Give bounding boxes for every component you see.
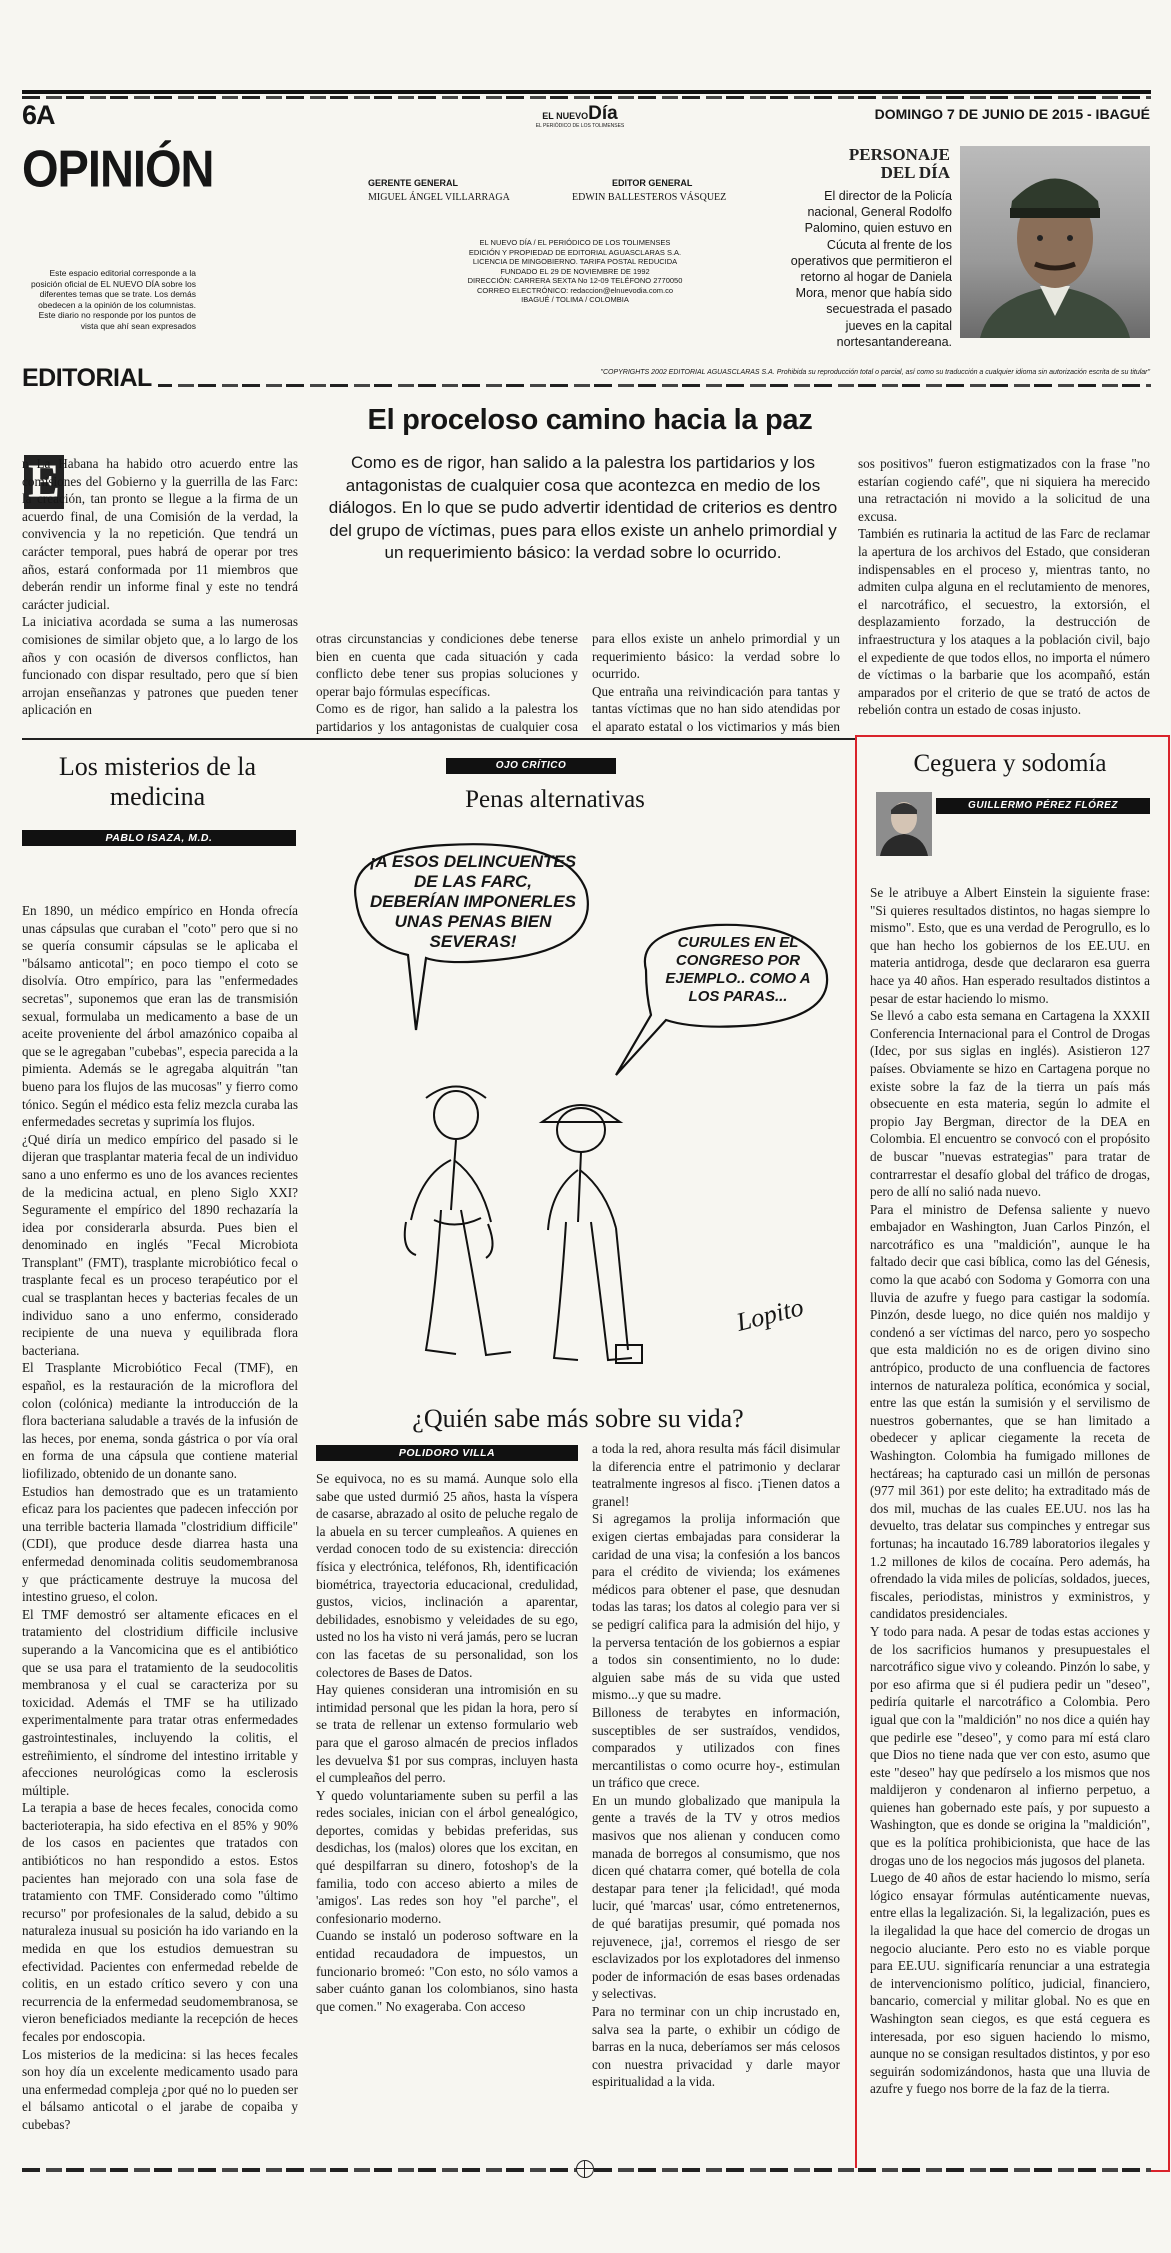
issue-date	[860, 106, 1150, 122]
cartoon-title: Penas alternativas	[465, 786, 645, 813]
bubble-1-text: ¡A ESOS DELINCUENTES DE LAS FARC, DEBERÍAN IMPONERLES UNAS PENAS BIEN SEVERAS!	[369, 852, 577, 951]
editorial-col-1-text: n La Habana ha habido otro acuerdo entre las comisiones del Gobierno y la guerrilla de las Farc: la creación, tan pronto se llegue a la firma de un acuerdo final, de una Comisión de la verdad, la convivencia y la no repetición. Que tendrá un carácter temporal, pues habrá de operar por tres años, estará conformada por 11 miembros que deberán rendir un informe final y este no tendrá carácter judicial. La iniciativa acordada se suma a las numerosas comisiones de similar objeto que, a lo largo de los años y con ocasión de diversos conflictos, han funcionado con dispar resultado, pero que sí bien arrojan enseñanzas y patrones que pueden tener aplicación en	[22, 456, 298, 718]
copyright: "COPYRIGHTS 2002 EDITORIAL AGUASCLARAS S.A. Prohibida su reproducción total o parcial, así como su traducción a cualquier idioma sin autorización escrita de su titular"	[600, 369, 1150, 376]
personaje-label-2: DEL DÍA	[880, 163, 950, 182]
misterios-text	[22, 902, 298, 2152]
editorial-deck: Como es de rigor, han salido a la palestra los partidarios y los antagonistas de cualquier cosa que acontezca en medio de los diálogos. En lo que se pudo advertir identidad de criterios es dentro del grupo de víctimas, pues para ellos existe un anhelo primordial y un requerimiento básico: la verdad sobre lo ocurrido.	[328, 453, 838, 562]
page-number: 6A	[22, 100, 55, 130]
date-weekday: DOMINGO	[874, 106, 944, 122]
editorial-col-3	[592, 630, 840, 735]
cartoon	[316, 830, 840, 1390]
logo-big: Día	[588, 103, 618, 124]
ojo-critico-tag: OJO CRÍTICO	[446, 758, 616, 774]
misterios-title: Los misterios de la medicina	[58, 752, 257, 811]
personaje-label-1: PERSONAJE	[848, 145, 950, 164]
misterios-text-body: En 1890, un médico empírico en Honda ofrecía unas cápsulas que curaban el "coto" pero que si no se quería consumir cápsulas se le aplicaba el "bálsamo anticotal"; en poco tiempo el coto se disolvía. Otro empírico, para las "enfermedades secretas", suponemos que eran las de transmisión sexual, formulaba un medicamento a base de un aceite proveniente del árbol amazónico copaiba al que se le agregaban "cubebas", especia parecida a la pimienta. Además se le agregaba alquitrán "tan bueno para los flujos de las mucosas" y fierro como tónico. Según el médico esta feliz mezcla curaba las enfermedades secretas y suprimía los flujos. ¿Qué diría un medico empírico del pasado si le dijeran que trasplantar materia fecal de un individuo sano a uno enfermo es uno de los avances recientes de la medicina actual, en pleno Siglo XXI? Seguramente el empírico del 1890 rechazaría la idea por considerarla absurda. Pues bien el denominado en inglés "Fecal Microbiota Transplant" (FMT), trasplante microbiótico fecal o trasplante fecal es un proceso terapéutico por el cual se trasplantan heces y bacterias fecales de un individuo sano a uno enfermo, considerado recipiente de una nueva y equilibrada flora bacteriana. El Trasplante Microbiótico Fecal (TMF), en español, es la restauración de la microflora del colon (colónica) mediante la introducción de la flora bacteriana saludable a través de la infusión de las heces, por enema, sonda gástrica o por vía oral en forma de una cápsula que contiene material liofilizado, obtenido de un donante sano. Estudios han demostrado que es un tratamiento eficaz para los pacientes que padecen infección por una terrible bacteria llamada "clostridium difficile" (CDI), que produce desde diarrea hasta una enfermedad denominada colitis seudomembranosa y que prácticamente destruye la mucosa del intestino grueso, el colon. El TMF demostró ser altamente eficaces en el tratamiento del clostridium difficile inclusive superando a la Vancomicina que es el antibiótico que se usa para el tratamiento de la seudocolitis membranosa y el cual se caracteriza por su toxicidad. Además el TMF se ha utilizado experimentalmente para tratar otras enfermedades gastrointestinales, incluyendo la colitis, el estreñimiento, el síndrome del intestino irritable y afecciones neurológicas como la esclerosis múltiple. La terapia a base de heces fecales, conocida como bacterioterapia, ha sido efectiva en el 85% y 90% de los casos en pacientes que tratados con antibióticos no han respondido a estos. Estos pacientes han mejorado con una sola fase de tratamiento con TMF. Considerado como "último recurso" por profesionales de la salud, debido a su naturaleza inusual su posición ha ido variando en la medida en que los estudios demuestran su efectividad. Pacientes con enfermedad rebelde de colitis, en un estado crítico severo y con una recurrencia de la enfermedad seudomembranosa, se vieron beneficiados mediante la recepción de heces fecales por endoscopia. Los misterios de la medicina: si las heces fecales son hoy día un excelente medicamento usado para una enfermedad compleja ¿por qué no lo pueden ser el bálsamo anticotal o el jarabe de copaiba y cubebas?	[22, 903, 298, 2132]
editorial-col-4	[858, 455, 1150, 733]
quien-col-2-text: a toda la red, ahora resulta más fácil disimular la diferencia entre el patrimonio y declarar teatralmente ingresos al fisco. ¡Tienen datos a granel! Si agregamos la prolija información que exigen ciertas embajadas para considerar la caridad de una visa; la confesión a los bancos para el crédito de vivienda; los exámenes médicos para obtener el pase, que desnudan todas las taras; los datos al colegio para ver si se pedigrí califica para la admisión del hijo, y la perversa tentación de los gobiernos a espiar a todos sin consentimiento, no lo dude: alguien sabe más de su vida que usted mismo...y que su madre. Billoness de terabytes en información, susceptibles de ser sustraídos, vendidos, comparados y utilizados con fines mercantilistas o como ocurre hoy-, estimulan un tráfico que crece. En un mundo globalizado que manipula la gente a través de la TV y otros medios masivos que nos alienan y conducen como manada de borregos al consumismo, que nos dicen qué chatarra comer, qué botella de cola destapar para tener ¡la felicidad!, qué moda lucir, qué 'marcas' usar, cómo entretenernos, de qué baratijas presumir, qué pomada nos rejuvenece, ¡ja!, corremos el riesgo de ser esclavizados por los explotadores del inmenso poder de información de esas bases ordenadas y selectivas. Para no terminar con un chip incrustado en, salva sea la parte, o exhibir un código de barras en la nuca, deberíamos ser más celosos con nuestra privacidad y darle mayor espiritualidad a la vida.	[592, 1441, 840, 2090]
gerente-label: GERENTE GENERAL	[368, 178, 459, 188]
dropcap-letter: E	[27, 455, 60, 508]
bubble-2-text: CURULES EN EL CONGRESO POR EJEMPLO.. COMO A LOS PARAS...	[665, 934, 811, 1005]
top-stripe	[22, 96, 1151, 99]
personaje-label	[820, 146, 950, 182]
editor-label: EDITOR GENERAL	[612, 178, 693, 188]
ceguera-author-photo	[876, 792, 932, 856]
editorial-bottom-rule	[22, 738, 857, 740]
editorial-col-2-text: otras circunstancias y condiciones debe tenerse bien en cuenta que cada situación y cada conflicto debe tener sus propias soluciones y operar bajo fórmulas específicas. Como es de rigor, han salido a la palestra los partidarios y los antagonistas de cualquier cosa	[316, 631, 578, 734]
editorial-col-3-text: para ellos existe un anhelo primordial y un requerimiento básico: la verdad sobre lo ocurrido. Que entraña una reivindicación para tantas y tantas víctimas que no han sido atendidas por el aparato estatal o los victimarios y más bien	[592, 631, 840, 734]
quien-col-2	[592, 1440, 840, 2160]
logo-tagline: EL PERIÓDICO DE LOS TOLIMENSES	[535, 123, 625, 129]
cartoon-figure-left	[405, 1087, 511, 1356]
logo-small: EL NUEVO	[542, 111, 589, 121]
quien-title: ¿Quién sabe más sobre su vida?	[412, 1404, 744, 1433]
imprint: EL NUEVO DÍA / EL PERIÓDICO DE LOS TOLIMENSES EDICIÓN Y PROPIEDAD DE EDITORIAL AGUASCLARAS S.A. LICENCIA DE MINGOBIERNO. TARIFA POSTAL REDUCIDA FUNDADO EL 29 DE NOVIEMBRE DE 1992 DIRECCIÓN: CARRERA SEXTA No 12-09 TELÉFONO 2770050 CORREO ELECTRÓNICO: redaccion@elnuevodia.com.co IBAGUÉ / TOLIMA / COLOMBIA	[467, 238, 683, 304]
masthead-logo	[520, 103, 640, 129]
quien-author: POLIDORO VILLA	[316, 1445, 578, 1461]
ceguera-author: GUILLERMO PÉREZ FLÓREZ	[936, 798, 1150, 814]
ceguera-text-body: Se le atribuye a Albert Einstein la siguiente frase: "Si quieres resultados distintos, no hagas siempre lo mismo". Esto, que es una verdad de Perogrullo, es lo que han hecho los gobiernos de los EE.UU. en materia antidroga, desde que declararon esa guerra hace ya 40 años. Han esperado resultados distintos a pesar de estar haciendo lo mismo. Se llevó a cabo esta semana en Cartagena la XXXII Conferencia Internacional para el Control de Drogas (Idec, por sus siglas en inglés). Asistieron 127 países. Obviamente se hizo en Cartagena porque no existe sobre la faz de la tierra un país más obsecuente en esta materia, según lo admite el propio Jay Bergman, director de la DEA en Colombia. El encuentro se convocó con el propósito de buscar "nuevas estrategias" para tratar de contrarrestar el desafío global del tráfico de drogas, pero de allí no salió nada nuevo. Para el ministro de Defensa saliente y nuevo embajador en Washington, Juan Carlos Pinzón, el narcotráfico es una "maldición", aunque le ha faltado decir que casi bíblica, como las del Génesis, como la que acabó con Sodoma y Gomorra con una lluvia de azufre y fuego para castigar la sodomía. Pinzón, desde luego, no dice quién nos maldijo y condenó a ser víctimas del narco, pero yo sospecho que esta maldición no es de origen divino sino antrópico, producto de una confluencia de factores internos de naturaleza política, económica y social, entre las que están la sumisión y el servilismo de nuestros gobernantes, que se han limitado a obedecer y aplicar ciegamente la receta de Washington. Colombia ha fumigado millones de hectáreas; ha capturado casi un millón de personas (977 mil 361) por este delito; ha extraditado más de dos mil, muchas de las cuales EE.UU. nos las ha devuelto, tras delatar sus compinches y entregar sus fortunas; ha incautado 16.789 laboratorios ilegales y 1.2 millones de kilos de cocaína. Pero además, ha ofrendado la vida miles de policías, soldados, jueces, fiscales, periodistas, ministros y exministros, y candidatos presidenciales. Y todo para nada. A pesar de todas estas acciones y de los sacrificios humanos y presupuestales el narcotráfico sigue vivo y coleando. Pinzón lo sabe, y por eso afirma que si él pudiera pedir un "deseo", pediría quitarle el narcotráfico a Colombia. Pero igual que con la "maldición" no nos dice a quién hay que pedirle ese "deseo", y como para mí está claro que Dios no tiene nada que ver con esto, asumo que este "deseo" hay que pedírselo a los mismos que nos maldijeron y condenaron al infierno perpetuo, a quienes han gobernado este país, y por supuesto a Washington, que es donde se origina la "maldición", que es la política prohibicionista, que hace de las drogas uno de los negocios más jugosos del planeta. Luego de 40 años de estar haciendo lo mismo, sería lógico ensayar fórmulas auténticamente nuevas, entre ellas la legalización. Si, la legalización, pues es la ilegalidad la que hace del comercio de drogas un negocio aluciante. Pero esto no es viable porque para EE.UU. significaría renunciar a una estrategia de intervencionismo político, judicial, financiero, bancario, comercial y militar global. No es que en Washington sean ciegos, es que está ceguera es interesada, por eso siguen haciendo lo mismo, aunque no se consigan resultados distintos, y por eso seguirán sodomizándonos, hasta que una lluvia de azufre y fuego nos borre de la faz de la tierra.	[870, 885, 1150, 2097]
cartoon-signature-text: Lopito	[733, 1292, 807, 1337]
editorial-stripe	[22, 384, 1151, 387]
date-rest: 7 DE JUNIO DE 2015 - IBAGUÉ	[946, 106, 1150, 122]
editor-name: EDWIN BALLESTEROS VÁSQUEZ	[572, 192, 727, 203]
misterios-author: PABLO ISAZA, M.D.	[22, 830, 296, 846]
registration-mark-icon	[576, 2160, 594, 2178]
top-rule	[22, 90, 1151, 94]
editorial-col-2	[316, 630, 578, 735]
editorial-tag: EDITORIAL	[22, 364, 158, 393]
gerente-name: MIGUEL ÁNGEL VILLARRAGA	[368, 192, 510, 203]
editorial-disclaimer: Este espacio editorial corresponde a la posición oficial de EL NUEVO DÍA sobre los diferentes temas que se trate. Los demás obedecen a la opinión de los columnistas. Este diario no responde por los puntos de vista que ahí sean expresados	[30, 268, 196, 331]
cartoon-figure-right	[542, 1105, 642, 1363]
ceguera-text	[870, 884, 1150, 2160]
section-title: OPINIÓN	[22, 139, 214, 198]
quien-col-1	[316, 1470, 578, 2160]
editorial-col-1	[22, 455, 298, 733]
quien-col-1-text: Se equivoca, no es su mamá. Aunque solo ella sabe que usted durmió 25 años, hasta la víspera de casarse, abrazado al osito de peluche regalo de la abuela en su tercer cumpleaños. A quienes en verdad conocen todo de su existencia: dirección física y electrónica, teléfonos, Rh, identificación biométrica, trayectoria educacional, credulidad, gustos, vicios, inclinación a aparentar, debilidades, esnobismo y veleidades de su ego, usted no los ha visto ni verá jamás, pero se lucran con las facetas de su personalidad, son los colectores de Bases de Datos. Hay quienes consideran una intromisión en su intimidad personal que les pidan la hora, pero sí se trata de rellenar un extenso formulario web para que el garoso almacén de precios inflados les devuelva $1 por sus compras, incluyen hasta el cumpleaños del perro. Y quedo voluntariamente suben su perfil a las redes sociales, inician con el árbol genealógico, deportes, comidas y bebidas preferidas, sus desdichas, los (malos) olores que los excitan, en qué despilfarran su dinero, fotoshop's de la familia, todo con acceso abierto a miles de 'amigos'. Las redes son hoy "el parche", el confesionario moderno. Cuando se instaló un poderoso software en la entidad recaudadora de impuestos, un funcionario bromeó: "Con esto, no sólo vamos a saber cuánto ganan los colombianos, sino hasta que comen." No exageraba. Con acceso	[316, 1471, 578, 2014]
ceguera-title: Ceguera y sodomía	[913, 750, 1107, 777]
personaje-photo	[960, 146, 1150, 338]
editorial-headline: El proceloso camino hacia la paz	[367, 404, 813, 436]
editorial-col-4-text: sos positivos" fueron estigmatizados con la frase "no estarían cogiendo café", que ni siquiera ha merecido una retractación ni movido a la solicitud de una excusa. También es rutinaria la actitud de las Farc de reclamar la apertura de los archivos del Estado, que consideran indispensables en el proceso y, mientras tanto, no admiten culpa alguna en el reclutamiento de menores, el narcotráfico, el secuestro, la extorsión, el desplazamiento forzado, la destrucción de infraestructura y los ataques a la población civil, bajo el expediente de que todos ellos, no importa el número de víctimas o la barbarie que los acompañó, están amparados por el criterio de que se trató de actos de rebelión contra un estado de cosas injusto.	[858, 456, 1150, 718]
personaje-text: El director de la Policía nacional, General Rodolfo Palomino, quien estuvo en Cúcuta al frente de los operativos que permitieron el retorno al hogar de Daniela Mora, menor que había sido secuestrada el pasado jueves en la capital nortesantandereana.	[790, 189, 952, 349]
